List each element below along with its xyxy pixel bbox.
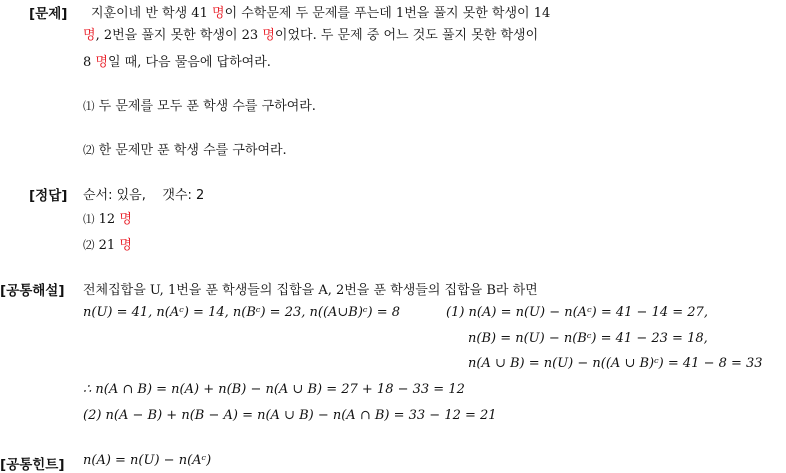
explanation-line-6: (2) n(A − B) + n(B − A) = n(A ∪ B) − n(A ∩ B) = 33 − 12 = 21 <box>83 408 497 423</box>
explanation-line-3: n(B) = n(U) − n(Bᶜ) = 41 − 23 = 18, <box>468 331 708 346</box>
question-1: ⑴ 두 문제를 모두 푼 학생 수를 구하여라. <box>83 99 316 114</box>
hint-label: [공통힌트] <box>0 457 65 473</box>
explanation-line-1: 전체집합을 U, 1번을 푼 학생들의 집합을 A, 2번을 푼 학생들의 집합을 B라 하면 <box>83 283 538 298</box>
answer-2: ⑵ 21 명 <box>83 238 132 253</box>
hint-formula: n(A) = n(U) − n(Aᶜ) <box>83 453 212 468</box>
answer-label: [정답] <box>29 188 68 204</box>
answer-1: ⑴ 12 명 <box>83 212 132 227</box>
explanation-label: [공통해설] <box>0 283 65 299</box>
problem-line-2: 명, 2번을 풀지 못한 학생이 23 명이었다. 두 문제 중 어느 것도 풀지 못한 학생이 <box>83 28 539 43</box>
explanation-line-4: n(A ∪ B) = n(U) − n((A ∪ B)ᶜ) = 41 − 8 = 33 <box>468 356 763 371</box>
problem-label: [문제] <box>29 6 68 22</box>
problem-line-3: 8 명일 때, 다음 물음에 답하여라. <box>83 55 271 70</box>
question-2: ⑵ 한 문제만 푼 학생 수를 구하여라. <box>83 143 287 158</box>
explanation-line-2: n(U) = 41, n(Aᶜ) = 14, n(Bᶜ) = 23, n((A∪B)ᶜ) = 8 <box>83 305 401 320</box>
answer-meta: 순서: 있음, 갯수: 2 <box>83 188 205 203</box>
explanation-line-2b: (1) n(A) = n(U) − n(Aᶜ) = 41 − 14 = 27, <box>446 305 708 320</box>
problem-line-1: 지훈이네 반 학생 41 명이 수학문제 두 문제를 푸는데 1번을 풀지 못한 학생이 14 <box>91 6 551 21</box>
explanation-line-5: ∴ n(A ∩ B) = n(A) + n(B) − n(A ∪ B) = 27 + 18 − 33 = 12 <box>83 382 465 397</box>
